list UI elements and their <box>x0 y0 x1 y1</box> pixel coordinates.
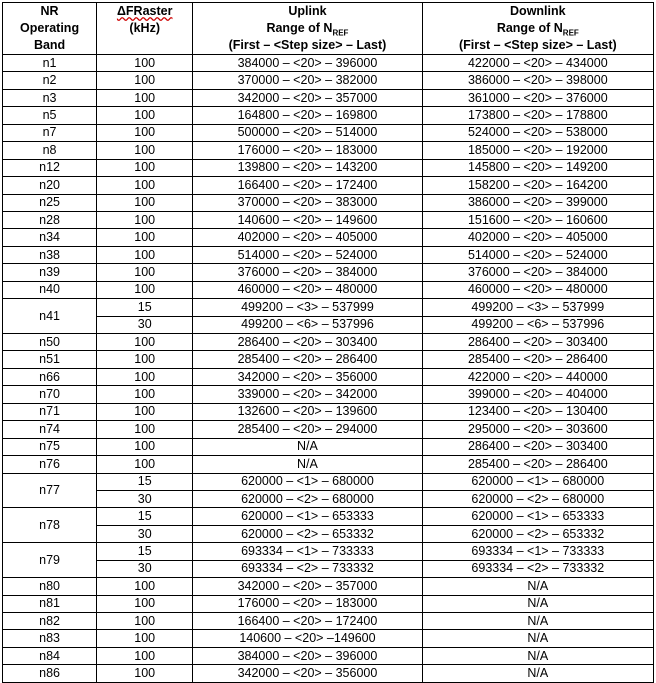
downlink-range-cell: 145800 – <20> – 149200 <box>422 159 653 176</box>
uplink-range-cell: 286400 – <20> – 303400 <box>193 334 422 351</box>
band-cell: n25 <box>3 194 97 211</box>
table-row <box>3 473 654 490</box>
uplink-range-cell: 132600 – <20> – 139600 <box>193 403 422 420</box>
uplink-range-cell: 376000 – <20> – 384000 <box>193 264 422 281</box>
band-cell: n12 <box>3 159 97 176</box>
raster-cell: 15 <box>97 508 193 525</box>
table-row <box>3 578 654 595</box>
table-row <box>3 351 654 368</box>
uplink-range-cell: 285400 – <20> – 286400 <box>193 351 422 368</box>
uplink-range-cell: 384000 – <20> – 396000 <box>193 647 422 664</box>
downlink-range-cell: N/A <box>422 647 653 664</box>
raster-cell: 100 <box>97 403 193 420</box>
uplink-range-cell: 166400 – <20> – 172400 <box>193 177 422 194</box>
downlink-range-cell: 422000 – <20> – 434000 <box>422 55 653 72</box>
uplink-range-cell: 693334 – <2> – 733332 <box>193 560 422 577</box>
table-row <box>3 490 654 507</box>
raster-cell: 30 <box>97 316 193 333</box>
uplink-range-cell: 460000 – <20> – 480000 <box>193 281 422 298</box>
downlink-range-cell: 286400 – <20> – 303400 <box>422 438 653 455</box>
raster-cell: 100 <box>97 142 193 159</box>
downlink-range-cell: 514000 – <20> – 524000 <box>422 246 653 263</box>
uplink-range-cell: 176000 – <20> – 183000 <box>193 595 422 612</box>
raster-cell: 100 <box>97 334 193 351</box>
downlink-range-cell: 422000 – <20> – 440000 <box>422 368 653 385</box>
raster-cell: 100 <box>97 351 193 368</box>
table-row <box>3 560 654 577</box>
table-row <box>3 316 654 333</box>
band-cell: n78 <box>3 508 97 543</box>
uplink-range-cell: 620000 – <1> – 653333 <box>193 508 422 525</box>
band-cell: n3 <box>3 89 97 106</box>
band-cell: n40 <box>3 281 97 298</box>
band-cell: n38 <box>3 246 97 263</box>
uplink-range-cell: 402000 – <20> – 405000 <box>193 229 422 246</box>
uplink-range-cell: 342000 – <20> – 356000 <box>193 665 422 682</box>
band-cell: n39 <box>3 264 97 281</box>
band-cell: n66 <box>3 368 97 385</box>
table-row <box>3 334 654 351</box>
downlink-range-cell: 286400 – <20> – 303400 <box>422 334 653 351</box>
band-cell: n8 <box>3 142 97 159</box>
header-row <box>3 3 654 55</box>
table-row <box>3 264 654 281</box>
band-cell: n20 <box>3 177 97 194</box>
band-cell: n86 <box>3 665 97 682</box>
uplink-range-cell: 384000 – <20> – 396000 <box>193 55 422 72</box>
table-row <box>3 107 654 124</box>
downlink-range-cell: 158200 – <20> – 164200 <box>422 177 653 194</box>
table-row <box>3 595 654 612</box>
raster-cell: 15 <box>97 543 193 560</box>
uplink-range-cell: 139800 – <20> – 143200 <box>193 159 422 176</box>
table-row <box>3 89 654 106</box>
downlink-range-cell: 620000 – <2> – 653332 <box>422 525 653 542</box>
table-row <box>3 403 654 420</box>
raster-cell: 100 <box>97 264 193 281</box>
table-row <box>3 211 654 228</box>
uplink-range-cell: 140600 – <20> –149600 <box>193 630 422 647</box>
raster-cell: 30 <box>97 525 193 542</box>
downlink-range-cell: 386000 – <20> – 399000 <box>422 194 653 211</box>
downlink-range-cell: 285400 – <20> – 286400 <box>422 456 653 473</box>
downlink-range-cell: 123400 – <20> – 130400 <box>422 403 653 420</box>
uplink-range-cell: 620000 – <2> – 680000 <box>193 490 422 507</box>
table-row <box>3 194 654 211</box>
raster-cell: 100 <box>97 595 193 612</box>
table-row <box>3 421 654 438</box>
downlink-range-cell: 361000 – <20> – 376000 <box>422 89 653 106</box>
raster-cell: 100 <box>97 421 193 438</box>
table-row <box>3 613 654 630</box>
raster-cell: 30 <box>97 490 193 507</box>
raster-cell: 100 <box>97 630 193 647</box>
uplink-range-cell: 342000 – <20> – 357000 <box>193 578 422 595</box>
raster-cell: 100 <box>97 177 193 194</box>
nref-range-table <box>2 2 654 683</box>
raster-cell: 100 <box>97 578 193 595</box>
table-row <box>3 281 654 298</box>
downlink-range-cell: 399000 – <20> – 404000 <box>422 386 653 403</box>
uplink-range-cell: N/A <box>193 438 422 455</box>
uplink-range-cell: 499200 – <3> – 537999 <box>193 299 422 316</box>
uplink-range-cell: 140600 – <20> – 149600 <box>193 211 422 228</box>
raster-cell: 100 <box>97 55 193 72</box>
uplink-range-cell: 342000 – <20> – 356000 <box>193 368 422 385</box>
raster-cell: 100 <box>97 107 193 124</box>
band-cell: n81 <box>3 595 97 612</box>
band-cell: n34 <box>3 229 97 246</box>
band-cell: n28 <box>3 211 97 228</box>
downlink-range-cell: 376000 – <20> – 384000 <box>422 264 653 281</box>
downlink-range-cell: N/A <box>422 613 653 630</box>
table-row <box>3 456 654 473</box>
table-row <box>3 386 654 403</box>
uplink-range-cell: 339000 – <20> – 342000 <box>193 386 422 403</box>
table-row <box>3 229 654 246</box>
raster-cell: 100 <box>97 456 193 473</box>
downlink-range-cell: 185000 – <20> – 192000 <box>422 142 653 159</box>
table-row <box>3 525 654 542</box>
band-cell: n82 <box>3 613 97 630</box>
uplink-range-cell: N/A <box>193 456 422 473</box>
header-raster: ΔFRaster (kHz) <box>97 3 193 55</box>
uplink-range-cell: 693334 – <1> – 733333 <box>193 543 422 560</box>
raster-cell: 15 <box>97 299 193 316</box>
table-row <box>3 72 654 89</box>
downlink-range-cell: 693334 – <1> – 733333 <box>422 543 653 560</box>
table-row <box>3 647 654 664</box>
raster-cell: 100 <box>97 438 193 455</box>
band-cell: n79 <box>3 543 97 578</box>
table-row <box>3 55 654 72</box>
table-row <box>3 543 654 560</box>
uplink-range-cell: 176000 – <20> – 183000 <box>193 142 422 159</box>
downlink-range-cell: 620000 – <2> – 680000 <box>422 490 653 507</box>
raster-cell: 100 <box>97 281 193 298</box>
band-cell: n76 <box>3 456 97 473</box>
band-cell: n75 <box>3 438 97 455</box>
uplink-range-cell: 342000 – <20> – 357000 <box>193 89 422 106</box>
downlink-range-cell: 173800 – <20> – 178800 <box>422 107 653 124</box>
band-cell: n84 <box>3 647 97 664</box>
header-band: NR Operating Band <box>3 3 97 55</box>
raster-cell: 100 <box>97 124 193 141</box>
band-cell: n50 <box>3 334 97 351</box>
table-row <box>3 299 654 316</box>
downlink-range-cell: 499200 – <3> – 537999 <box>422 299 653 316</box>
table-row <box>3 142 654 159</box>
downlink-range-cell: N/A <box>422 595 653 612</box>
raster-cell: 100 <box>97 159 193 176</box>
table-row <box>3 438 654 455</box>
uplink-range-cell: 499200 – <6> – 537996 <box>193 316 422 333</box>
band-cell: n77 <box>3 473 97 508</box>
header-uplink: Uplink Range of $N_{REF}$ (First – <Step size> – Last) <box>193 3 422 55</box>
table-row <box>3 159 654 176</box>
uplink-range-cell: 285400 – <20> – 294000 <box>193 421 422 438</box>
band-cell: n7 <box>3 124 97 141</box>
raster-cell: 100 <box>97 89 193 106</box>
downlink-range-cell: N/A <box>422 578 653 595</box>
raster-cell: 100 <box>97 647 193 664</box>
band-cell: n5 <box>3 107 97 124</box>
downlink-range-cell: 620000 – <1> – 680000 <box>422 473 653 490</box>
band-cell: n70 <box>3 386 97 403</box>
downlink-range-cell: 693334 – <2> – 733332 <box>422 560 653 577</box>
downlink-range-cell: 620000 – <1> – 653333 <box>422 508 653 525</box>
raster-cell: 15 <box>97 473 193 490</box>
raster-cell: 100 <box>97 211 193 228</box>
raster-cell: 100 <box>97 368 193 385</box>
table-row <box>3 124 654 141</box>
uplink-range-cell: 370000 – <20> – 382000 <box>193 72 422 89</box>
band-cell: n51 <box>3 351 97 368</box>
raster-cell: 30 <box>97 560 193 577</box>
raster-cell: 100 <box>97 665 193 682</box>
table-body <box>3 55 654 683</box>
uplink-range-cell: 620000 – <2> – 653332 <box>193 525 422 542</box>
table-row <box>3 177 654 194</box>
table-row <box>3 508 654 525</box>
header-downlink: Downlink Range of $N_{REF}$ (First – <Step size> – Last) <box>422 3 653 55</box>
downlink-range-cell: 285400 – <20> – 286400 <box>422 351 653 368</box>
uplink-range-cell: 514000 – <20> – 524000 <box>193 246 422 263</box>
uplink-range-cell: 164800 – <20> – 169800 <box>193 107 422 124</box>
downlink-range-cell: N/A <box>422 665 653 682</box>
table-row <box>3 630 654 647</box>
band-cell: n74 <box>3 421 97 438</box>
band-cell: n80 <box>3 578 97 595</box>
band-cell: n71 <box>3 403 97 420</box>
uplink-range-cell: 166400 – <20> – 172400 <box>193 613 422 630</box>
table-row <box>3 368 654 385</box>
raster-cell: 100 <box>97 246 193 263</box>
downlink-range-cell: 524000 – <20> – 538000 <box>422 124 653 141</box>
raster-cell: 100 <box>97 72 193 89</box>
raster-cell: 100 <box>97 613 193 630</box>
downlink-range-cell: 151600 – <20> – 160600 <box>422 211 653 228</box>
raster-cell: 100 <box>97 194 193 211</box>
raster-cell: 100 <box>97 386 193 403</box>
band-cell: n41 <box>3 299 97 334</box>
downlink-range-cell: 295000 – <20> – 303600 <box>422 421 653 438</box>
uplink-range-cell: 370000 – <20> – 383000 <box>193 194 422 211</box>
downlink-range-cell: N/A <box>422 630 653 647</box>
uplink-range-cell: 620000 – <1> – 680000 <box>193 473 422 490</box>
table-row <box>3 246 654 263</box>
band-cell: n2 <box>3 72 97 89</box>
band-cell: n83 <box>3 630 97 647</box>
downlink-range-cell: 499200 – <6> – 537996 <box>422 316 653 333</box>
downlink-range-cell: 460000 – <20> – 480000 <box>422 281 653 298</box>
table-header <box>3 3 654 55</box>
band-cell: n1 <box>3 55 97 72</box>
raster-cell: 100 <box>97 229 193 246</box>
downlink-range-cell: 402000 – <20> – 405000 <box>422 229 653 246</box>
uplink-range-cell: 500000 – <20> – 514000 <box>193 124 422 141</box>
downlink-range-cell: 386000 – <20> – 398000 <box>422 72 653 89</box>
